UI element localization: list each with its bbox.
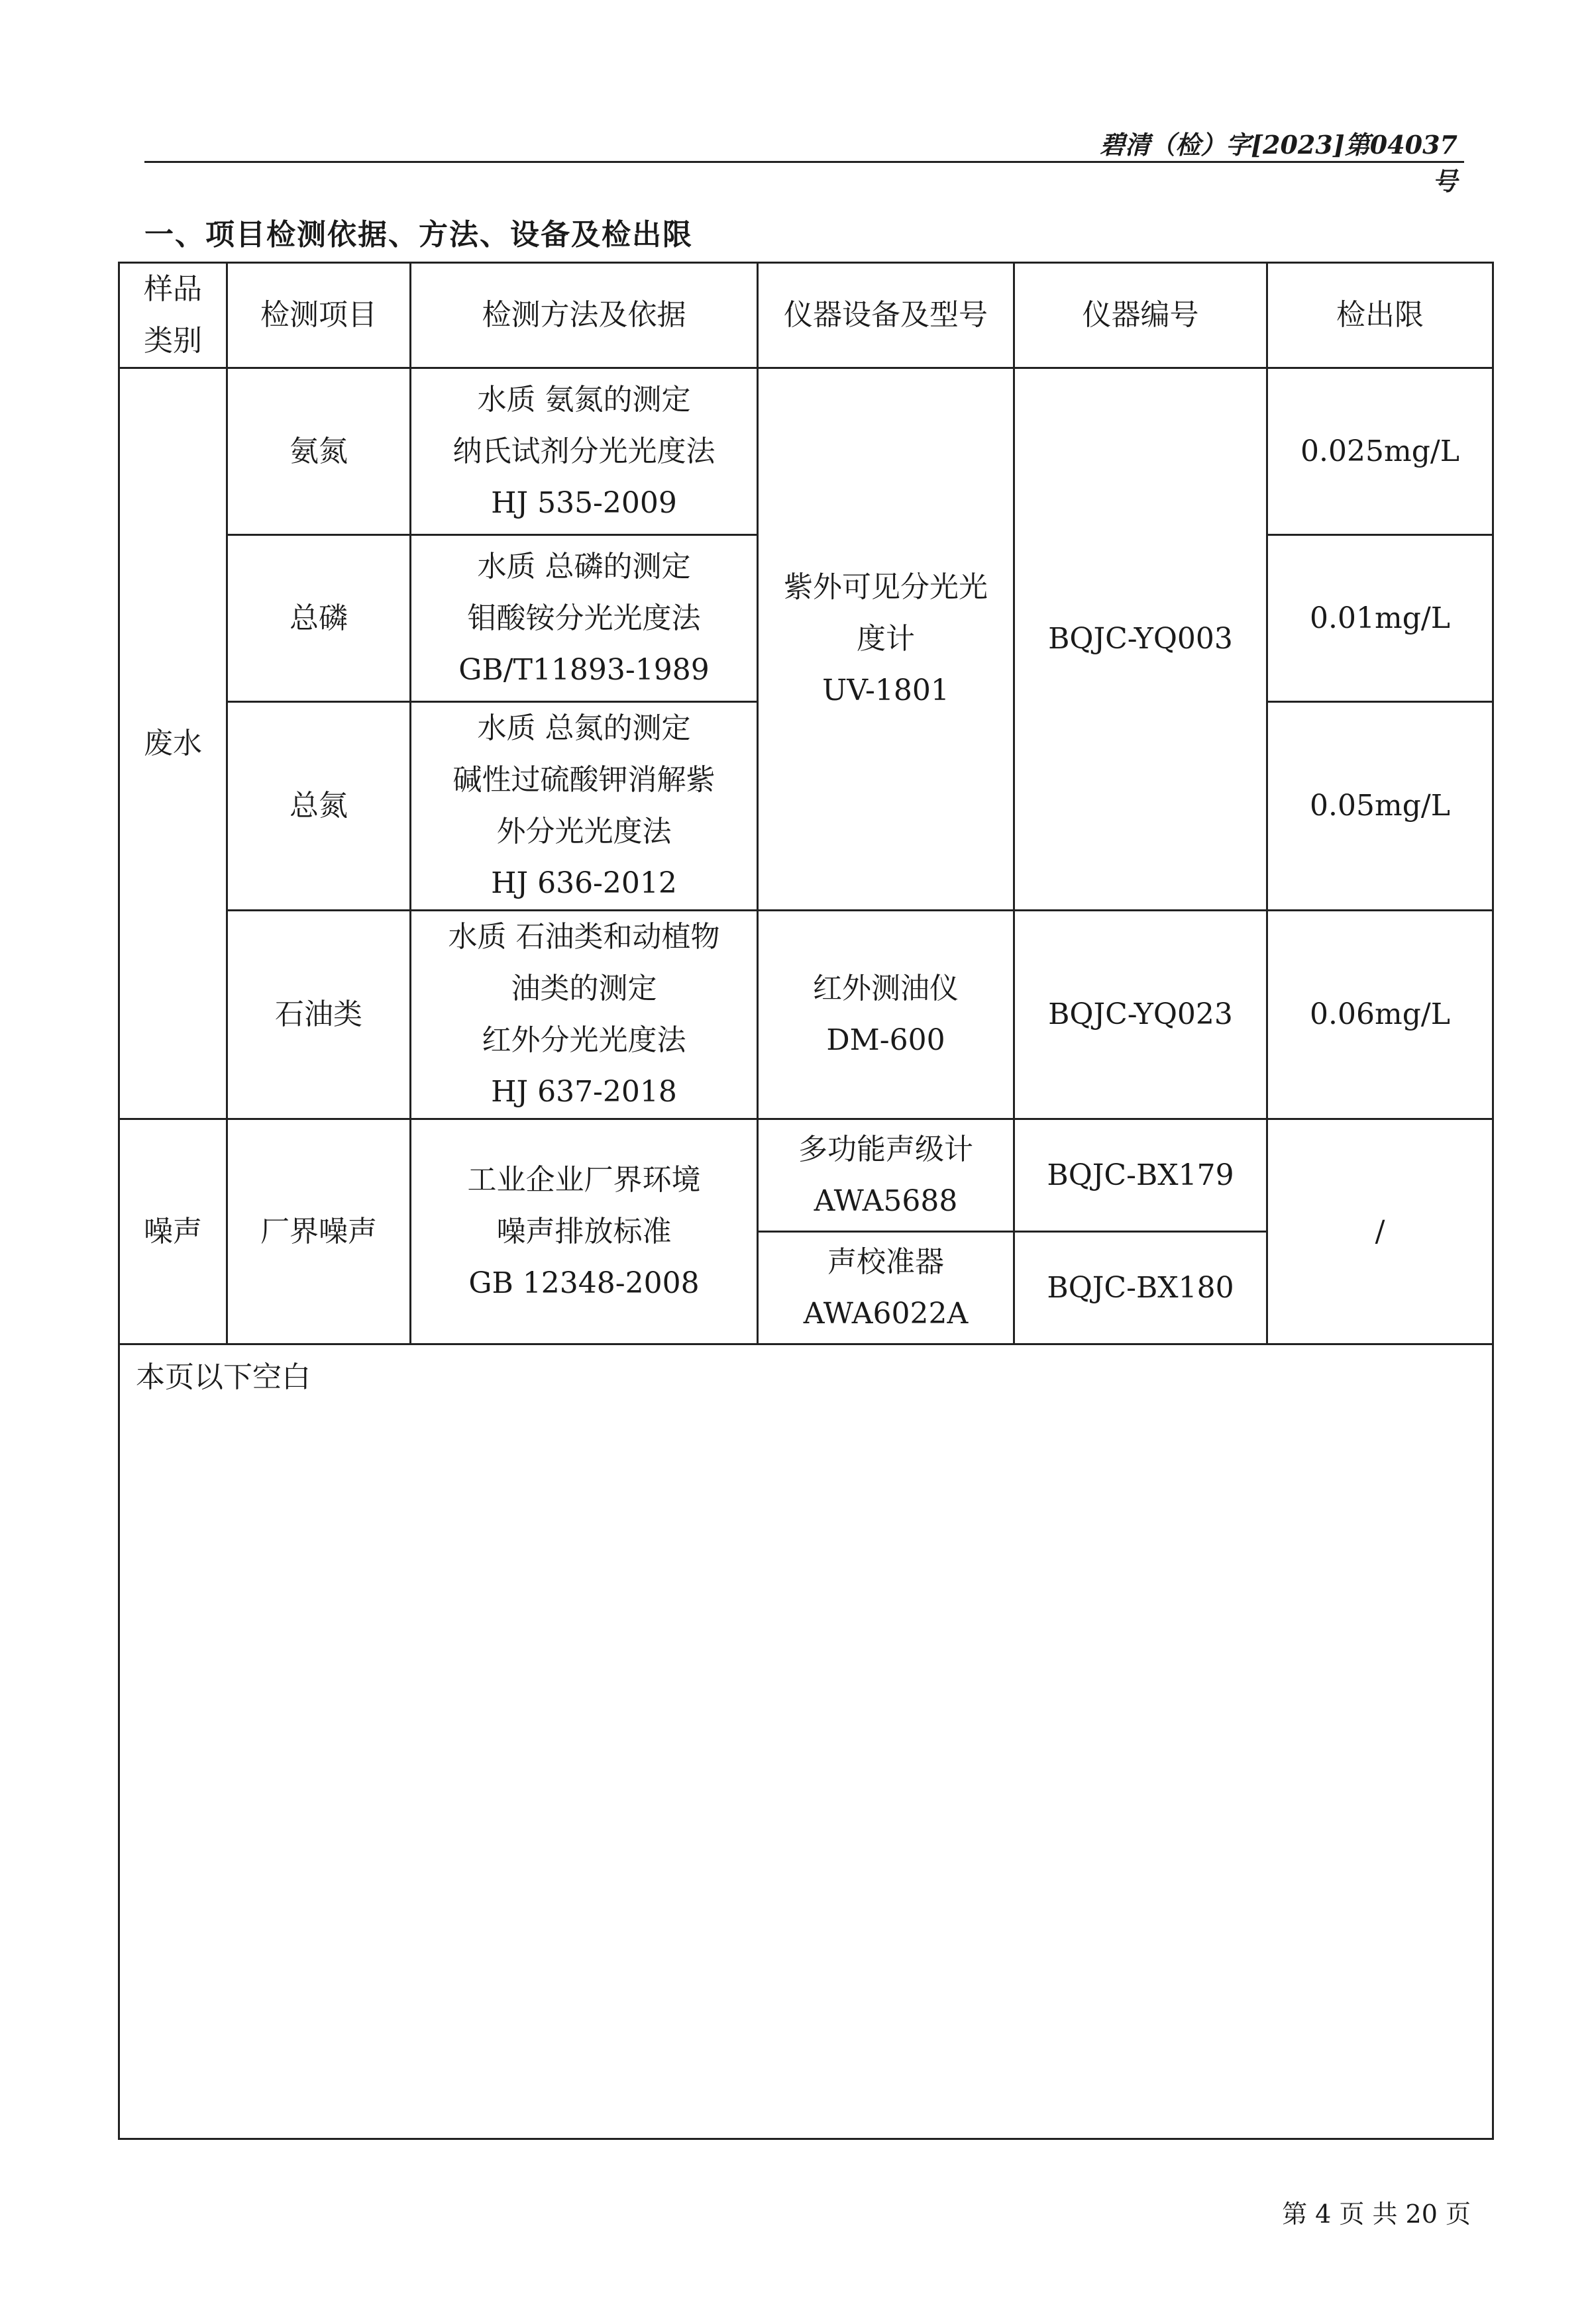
method-total-nitrogen: 水质 总氮的测定 碱性过硫酸钾消解紫 外分光光度法 HJ 636-2012 [411,702,758,911]
header-detection-limit: 检出限 [1267,263,1493,368]
item-ammonia: 氨氮 [227,368,411,535]
detection-method-table [118,262,1494,2140]
header-divider [144,161,1464,163]
header-item: 检测项目 [227,263,411,368]
limit-noise: / [1267,1119,1493,1344]
method-boundary-noise: 工业企业厂界环境 噪声排放标准 GB 12348-2008 [411,1119,758,1344]
category-noise: 噪声 [119,1119,227,1344]
table-row [119,911,1493,1119]
item-total-nitrogen: 总氮 [227,702,411,911]
table-header-row [119,263,1493,368]
table-row [119,368,1493,535]
method-total-phosphorus: 水质 总磷的测定 钼酸铵分光光度法 GB/T11893-1989 [411,535,758,702]
limit-petroleum: 0.06mg/L [1267,911,1493,1119]
instrument-no-bx179: BQJC-BX179 [1014,1119,1267,1232]
table-row [119,1119,1493,1232]
blank-note: 本页以下空白 [119,1344,1493,2139]
category-wastewater: 废水 [119,368,227,1119]
method-petroleum: 水质 石油类和动植物 油类的测定 红外分光光度法 HJ 637-2018 [411,911,758,1119]
equipment-sound-calibrator: 声校准器 AWA6022A [758,1232,1014,1344]
report-number: 碧清（检）字[2023]第04037号 [1100,130,1457,196]
blank-row [119,1344,1493,2139]
item-total-phosphorus: 总磷 [227,535,411,702]
header-instrument-no: 仪器编号 [1014,263,1267,368]
section-title: 一、项目检测依据、方法、设备及检出限 [144,218,693,252]
page-number: 第 4 页 共 20 页 [1282,2199,1471,2229]
method-ammonia: 水质 氨氮的测定 纳氏试剂分光光度法 HJ 535-2009 [411,368,758,535]
instrument-no-uv: BQJC-YQ003 [1014,368,1267,911]
instrument-no-oil: BQJC-YQ023 [1014,911,1267,1119]
instrument-no-bx180: BQJC-BX180 [1014,1232,1267,1344]
limit-ammonia: 0.025mg/L [1267,368,1493,535]
header-method: 检测方法及依据 [411,263,758,368]
item-boundary-noise: 厂界噪声 [227,1119,411,1344]
item-petroleum: 石油类 [227,911,411,1119]
equipment-uv-spectrophotometer: 紫外可见分光光 度计 UV-1801 [758,368,1014,911]
limit-total-nitrogen: 0.05mg/L [1267,702,1493,911]
equipment-sound-level-meter: 多功能声级计 AWA5688 [758,1119,1014,1232]
header-equipment: 仪器设备及型号 [758,263,1014,368]
header-category: 样品 类别 [119,263,227,368]
equipment-infrared-oil-analyzer: 红外测油仪 DM-600 [758,911,1014,1119]
limit-total-phosphorus: 0.01mg/L [1267,535,1493,702]
